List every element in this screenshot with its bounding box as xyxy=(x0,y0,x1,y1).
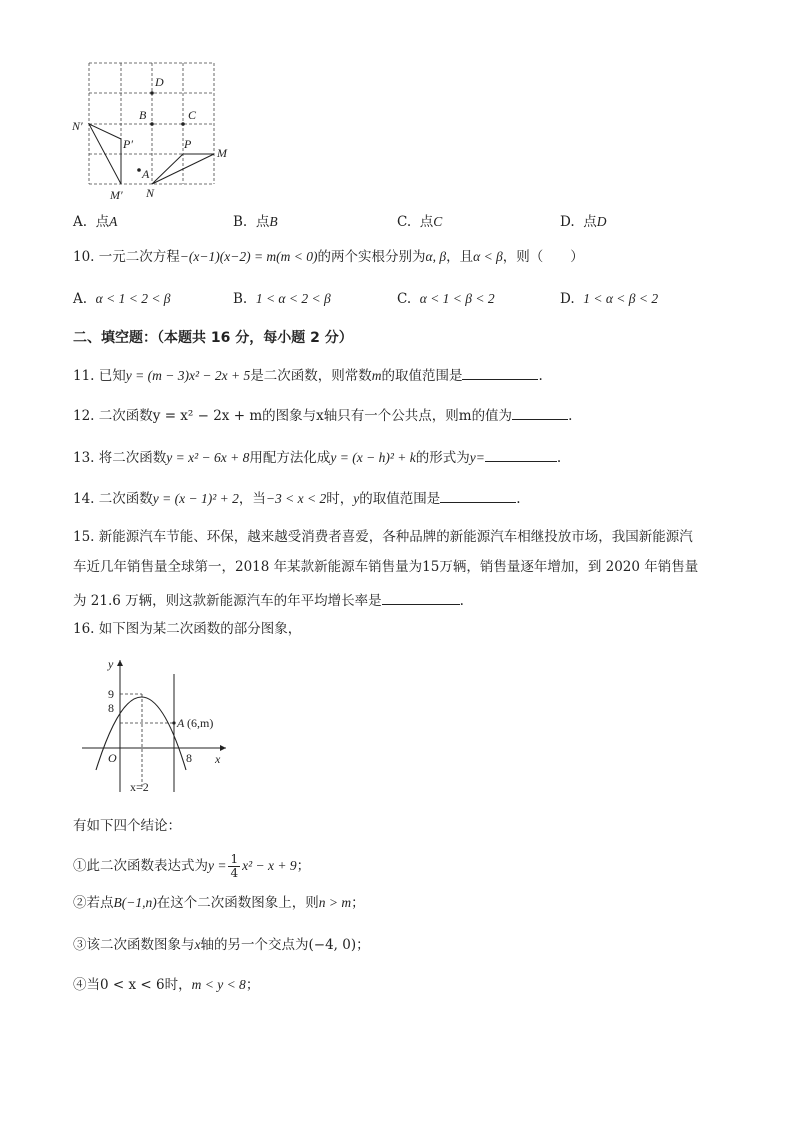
tick-8-x: 8 xyxy=(186,751,192,765)
label-b: B xyxy=(139,108,147,122)
point-a-coord: (6,m) xyxy=(187,716,214,730)
q9-option-c: C. 点C xyxy=(397,214,443,230)
origin-label: O xyxy=(108,751,117,765)
question-15-line-3: 为 21.6 万辆，则这款新能源汽车的年平均增长率是 . xyxy=(73,590,464,610)
question-16: 16. 如下图为某二次函数的部分图象， xyxy=(73,621,302,637)
parabola-graph xyxy=(78,652,238,802)
label-d: D xyxy=(155,75,164,89)
section-title-fill-in: 二、填空题：（本题共 16 分，每小题 2 分） xyxy=(73,330,353,346)
question-14: 14. 二次函数y = (x − 1)² + 2，当−3 < x < 2时，y的取值范围是 . xyxy=(73,488,521,508)
answer-blank[interactable] xyxy=(512,405,568,420)
q9-option-b: B. 点B xyxy=(233,214,278,230)
question-10: 10. 一元二次方程−(x−1)(x−2) = m(m < 0)的两个实根分别为α, β，且α < β，则（ ） xyxy=(73,249,584,265)
question-15-line-1: 15. 新能源汽车节能、环保，越来越受消费者喜爱，各种品牌的新能源汽车相继投放市场，我国新能源汽 xyxy=(73,529,693,545)
question-12: 12. 二次函数y = x² − 2x + m的图象与x轴只有一个公共点，则m的值为 . xyxy=(73,405,572,425)
axis-y-label: y xyxy=(108,657,114,671)
answer-blank[interactable] xyxy=(382,590,460,605)
fraction-one-quarter: $\frac{1}{4}$ xyxy=(230,852,239,880)
conclusions-intro: 有如下四个结论： xyxy=(73,818,181,834)
label-c: C xyxy=(188,108,197,122)
point-a-label: A xyxy=(177,716,185,730)
symmetry-axis-label: x=2 xyxy=(130,780,149,794)
q9-option-d: D. 点D xyxy=(560,214,607,230)
answer-blank[interactable] xyxy=(440,488,516,503)
tick-8-y: 8 xyxy=(108,701,114,715)
label-a: A xyxy=(142,167,150,181)
axis-x-label: x xyxy=(215,752,221,766)
question-13: 13. 将二次函数y = x² − 6x + 8用配方法化成y = (x − h)² + k的形式为y= . xyxy=(73,447,561,467)
q10-option-d: D. 1 < α < β < 2 xyxy=(560,291,659,307)
conclusion-4: ④当0 < x < 6时，m < y < 8； xyxy=(73,977,260,993)
conclusion-3: ③该二次函数图象与x轴的另一个交点为(−4, 0)； xyxy=(73,937,370,953)
conclusion-2: ②若点B(−1,n)在这个二次函数图象上，则n > m； xyxy=(73,895,365,911)
label-n: N xyxy=(146,186,155,200)
q10-option-c: C. α < 1 < β < 2 xyxy=(397,291,495,307)
label-m-prime: M′ xyxy=(110,188,123,202)
label-m: M xyxy=(217,146,227,160)
conclusion-1: ①此二次函数表达式为y = $\frac{1}{4}$ x² − x + 9； xyxy=(73,852,311,880)
label-p-prime: P′ xyxy=(123,137,133,151)
answer-blank[interactable] xyxy=(462,365,538,380)
label-n-prime: N′ xyxy=(72,119,83,133)
label-p: P xyxy=(184,137,192,151)
answer-blank[interactable] xyxy=(485,447,557,462)
q9-option-a: A. 点A xyxy=(73,214,118,230)
q10-option-a: A. α < 1 < 2 < β xyxy=(73,291,171,307)
q10-option-b: B. 1 < α < 2 < β xyxy=(233,291,331,307)
tick-9: 9 xyxy=(108,687,114,701)
grid-figure xyxy=(70,58,230,206)
question-15-line-2: 车近几年销售量全球第一，2018 年某款新能源车销售量为15万辆，销售量逐年增加，到 2020 年销售量 xyxy=(73,559,699,575)
question-11: 11. 已知y = (m − 3)x² − 2x + 5是二次函数，则常数m的取值范围是 . xyxy=(73,365,543,385)
